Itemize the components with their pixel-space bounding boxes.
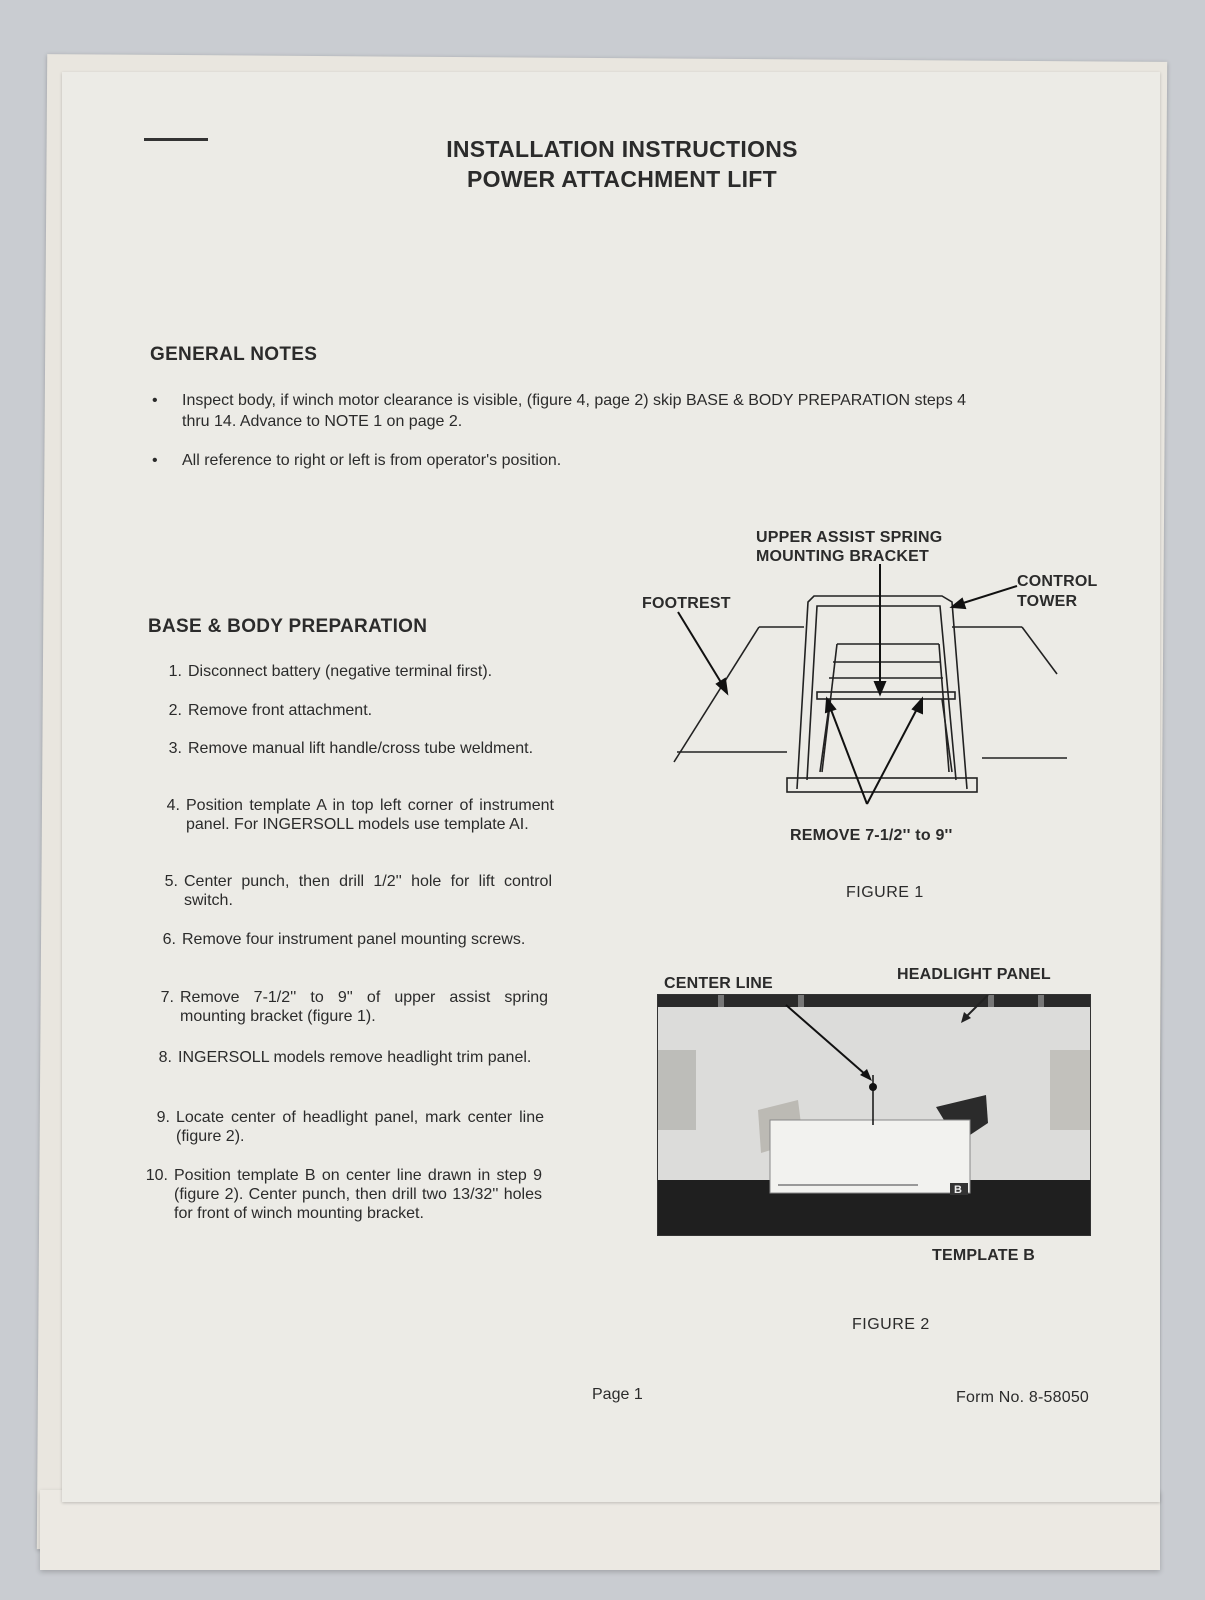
form-number: Form No. 8-58050 — [956, 1389, 1090, 1406]
step-number: 2. — [168, 702, 182, 719]
label-headlight-panel: HEADLIGHT PANEL — [897, 966, 1051, 983]
step-text: Remove 7-1/2'' to 9'' of upper assist spring mounting bracket (figure 1). — [180, 989, 548, 1025]
step-number: 6. — [162, 931, 176, 948]
general-notes-heading: GENERAL NOTES — [150, 344, 318, 365]
step-text: INGERSOLL models remove headlight trim panel. — [178, 1049, 532, 1066]
base-body-heading: BASE & BODY PREPARATION — [148, 616, 428, 637]
figure-1-caption: FIGURE 1 — [846, 884, 924, 901]
general-note-text: Inspect body, if winch motor clearance is visible, (figure 4, page 2) skip BASE & BODY PREPARATION steps 4 thru 14. Advance to NOTE 1 on page 2. — [182, 392, 967, 430]
step-text: Remove manual lift handle/cross tube weldment. — [188, 740, 534, 757]
label-upper-assist-line-2: MOUNTING BRACKET — [756, 548, 929, 565]
label-control-line-2: TOWER — [1017, 593, 1078, 610]
step-text: Center punch, then drill 1/2'' hole for lift control switch. — [184, 873, 552, 909]
figure-2-photo — [657, 994, 1091, 1236]
bullet-icon: • — [152, 392, 158, 409]
label-center-line: CENTER LINE — [664, 975, 773, 992]
step-number: 10. — [145, 1167, 168, 1184]
step-number: 5. — [164, 873, 178, 890]
label-footrest: FOOTREST — [642, 595, 731, 612]
title-line-1: INSTALLATION INSTRUCTIONS — [446, 136, 798, 162]
step-text: Locate center of headlight panel, mark center line (figure 2). — [176, 1109, 544, 1145]
label-template-b: TEMPLATE B — [932, 1247, 1036, 1264]
figure-1-drawing — [62, 72, 1160, 1502]
page-number: Page 1 — [592, 1386, 643, 1403]
template-b-letter: B — [954, 1184, 962, 1196]
document-page — [62, 72, 1160, 1502]
label-upper-assist-line-1: UPPER ASSIST SPRING — [756, 529, 943, 546]
label-remove: REMOVE 7-1/2'' to 9'' — [790, 827, 953, 844]
step-number: 3. — [168, 740, 182, 757]
step-text: Disconnect battery (negative terminal first). — [188, 663, 493, 680]
step-text: Position template B on center line drawn in step 9 (figure 2). Center punch, then drill two 13/32'' holes for front of winch mounting bracket. — [174, 1167, 542, 1222]
bullet-icon: • — [152, 452, 158, 469]
step-text: Remove front attachment. — [188, 702, 373, 719]
label-control-line-1: CONTROL — [1017, 573, 1098, 590]
step-number: 9. — [156, 1109, 170, 1126]
step-text: Remove four instrument panel mounting screws. — [182, 931, 526, 948]
step-text: Position template A in top left corner of instrument panel. For INGERSOLL models use template AI. — [186, 797, 554, 833]
title-line-2: POWER ATTACHMENT LIFT — [467, 166, 777, 192]
figure-2-photo-drawing — [658, 995, 1090, 1235]
step-number: 4. — [166, 797, 180, 814]
under-sheet — [40, 1490, 1160, 1570]
general-note-text: All reference to right or left is from operator's position. — [182, 452, 562, 469]
step-number: 8. — [158, 1049, 172, 1066]
step-number: 7. — [160, 989, 174, 1006]
step-number: 1. — [168, 663, 182, 680]
figure-2-caption: FIGURE 2 — [852, 1316, 930, 1333]
